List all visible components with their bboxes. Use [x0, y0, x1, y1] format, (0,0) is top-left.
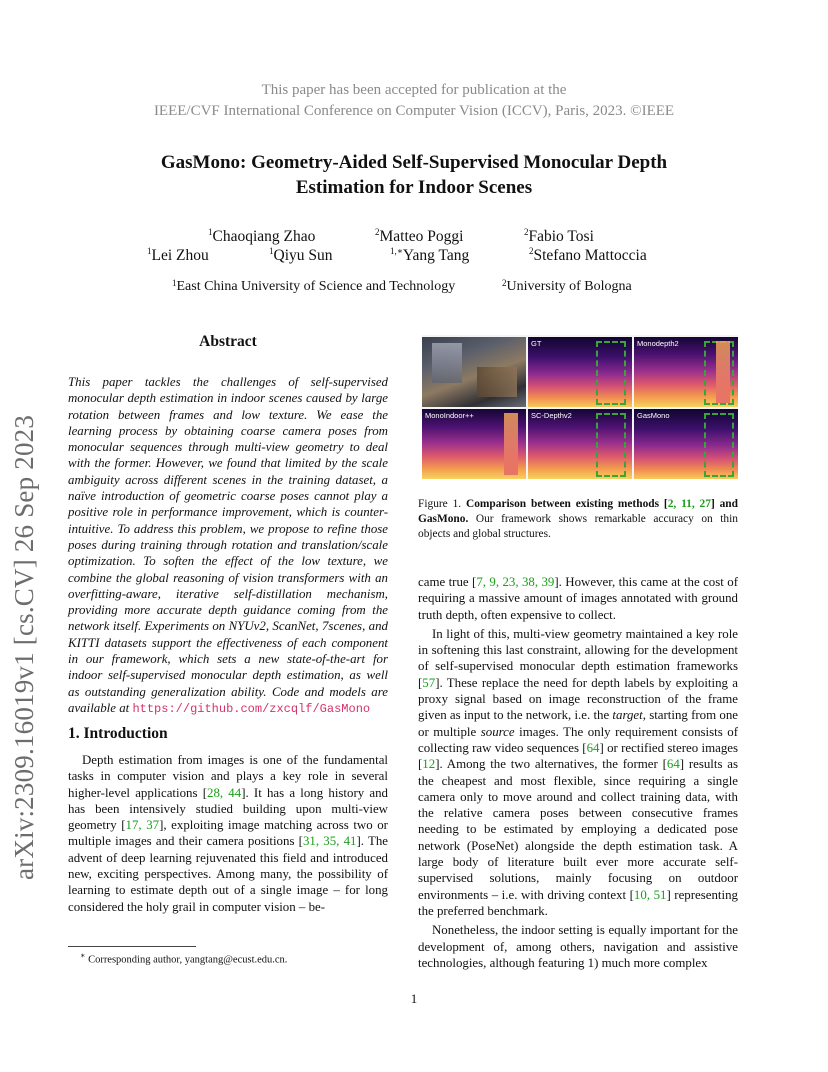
footnote-rule: [68, 946, 196, 947]
panel-label: Monodepth2: [637, 339, 679, 348]
highlight-box: [704, 341, 734, 405]
scdepthv2-panel: [528, 409, 632, 479]
highlight-box: [596, 413, 626, 477]
introduction-heading: 1. Introduction: [68, 725, 168, 742]
author-2: $^2$Matteo Poggi: [375, 227, 464, 245]
author-5: $^1$Qiyu Sun: [269, 246, 333, 264]
citation[interactable]: 10, 51: [633, 887, 667, 902]
author-7: $^2$Stefano Mattoccia: [529, 246, 647, 264]
highlight-box: [704, 413, 734, 477]
author-1: $^1$Chaoqiang Zhao: [208, 227, 316, 245]
author-6: $^{1,∗}$Yang Tang: [390, 246, 470, 264]
gasmono-panel: [634, 409, 738, 479]
introduction-paragraph: Depth estimation from images is one of the fundamental tasks in computer vision and plays a key role in several higher-level applications [28, 44]. It has a long history and has been intensively studied building upon multi-view geometry [17, 37], exploiting image matching across two or multiple images and their camera positions [31, 35, 41]. The advent of deep learning rejuvenated this field and introduced new, exciting perspectives. Among many, the possibility of learning to estimate depth out of a single image – for long considered the holy grail in computer vision – be-: [68, 753, 389, 914]
panel-label: MonoIndoor++: [425, 411, 474, 420]
monodepth2-panel: [634, 337, 738, 407]
citation[interactable]: 31, 35, 41: [302, 834, 357, 849]
affiliation-1: $^1$East China University of Science and Technology: [172, 278, 456, 294]
publication-notice: [0, 80, 828, 122]
citation[interactable]: 64: [666, 757, 680, 772]
title-line-2: Estimation for Indoor Scenes: [295, 177, 533, 198]
citation[interactable]: 12: [422, 757, 436, 772]
code-link[interactable]: https://github.com/zxcqlf/GasMono: [132, 701, 371, 716]
right-column-text: came true [7, 9, 23, 38, 39]. However, this came at the cost of requiring a massive amount of images annotated with ground truth depth, often expensive to collect. In light of this, multi-view geometry maintained a key role in softening this last constraint, allowing for the development of self-supervised monocular depth estimation frameworks [57]. These replace the need for depth labels by exploiting a proxy signal based on image reconstruction of the frame given as input to the network, i.e. the target, starting from one or multiple source images. The only requirement consists of collecting raw video sequences [64] or rectified stereo images [12]. Among the two alternatives, the former [64] results as the cheapest and most flexible, since requiring a single camera only to move around and collect training data, with the relative camera poses between consecutive frames needing to be estimated by employing a dedicated pose network (PoseNet) alongside the depth estimation task. A large body of literature built ever more accurate self-supervised solutions, mainly focusing on outdoor environments – i.e. with driving context [10, 51] representing the preferred benchmark. Nonetheless, the indoor setting is equally important for the development of, among others, navigation and assistive technologies, although featuring 1) much more complex: [418, 575, 738, 970]
panel-label: GT: [531, 339, 542, 348]
footnote: ∗ Corresponding author, yangtang@ecust.edu.cn.: [80, 951, 288, 966]
highlight-box: [596, 341, 626, 405]
paper-title: [100, 150, 728, 200]
monoindoor-panel: [422, 409, 526, 479]
abstract-heading: Abstract: [199, 333, 257, 350]
citation[interactable]: 7, 9, 23, 38, 39: [476, 575, 555, 589]
page-number: 1: [410, 991, 418, 1006]
abstract-text: This paper tackles the challenges of self-supervised monocular depth estimation in indoor scenes caused by large rotation between frames and low texture. We ease the learning process by obtaining coarse camera poses from monocular sequences through multi-view geometry to deal with the former. However, we found that limited by the scale ambiguity across different scenes in the training dataset, a naïve introduction of geometric coarse poses cannot play a positive role in performance improvement, which is counter-intuitive. To address this problem, we propose to refine those poses during training through rotation and translation/scale optimization. To soften the effect of the low texture, we combine the global reasoning of vision transformers with an overfitting-aware, iterative self-distillation mechanism, providing more accurate depth guidance coming from the network itself. Experiments on NYUv2, ScanNet, 7scenes, and KITTI datasets support the effectiveness of each component in our framework, which sets a new state-of-the-art for indoor self-supervised monocular depth estimation, as well as outstanding generalization ability. Code and models are available at: [68, 375, 388, 715]
citation[interactable]: 28, 44: [207, 785, 242, 800]
title-line-1: GasMono: Geometry-Aided Self-Supervised Monocular Depth: [160, 152, 668, 173]
figure-1-caption: Figure 1. Comparison between existing methods [2, 11, 27] and GasMono. Our framework shows remarkable accuracy on thin objects and global structures.: [418, 498, 738, 540]
notice-line-2: IEEE/CVF International Conference on Computer Vision (ICCV), Paris, 2023. ©IEEE: [153, 103, 675, 119]
panel-label: SC-Depthv2: [531, 411, 572, 420]
abstract-body: [68, 374, 388, 717]
affiliation-2: $^2$University of Bologna: [502, 278, 632, 294]
author-4: $^1$Lei Zhou: [147, 246, 209, 264]
author-3: $^2$Fabio Tosi: [524, 227, 594, 245]
citation[interactable]: 64: [586, 740, 600, 755]
rgb-input-panel: [422, 337, 526, 407]
figure-1: [422, 335, 738, 479]
panel-label: GasMono: [637, 411, 670, 420]
notice-line-1: This paper has been accepted for publication at the: [261, 82, 567, 98]
citation[interactable]: 2, 11, 27: [667, 498, 711, 510]
arxiv-identifier: arXiv:2309.16019v1 [cs.CV] 26 Sep 2023: [9, 414, 39, 880]
citation[interactable]: 57: [422, 675, 436, 690]
gt-depth-panel: [528, 337, 632, 407]
citation[interactable]: 17, 37: [125, 818, 160, 833]
